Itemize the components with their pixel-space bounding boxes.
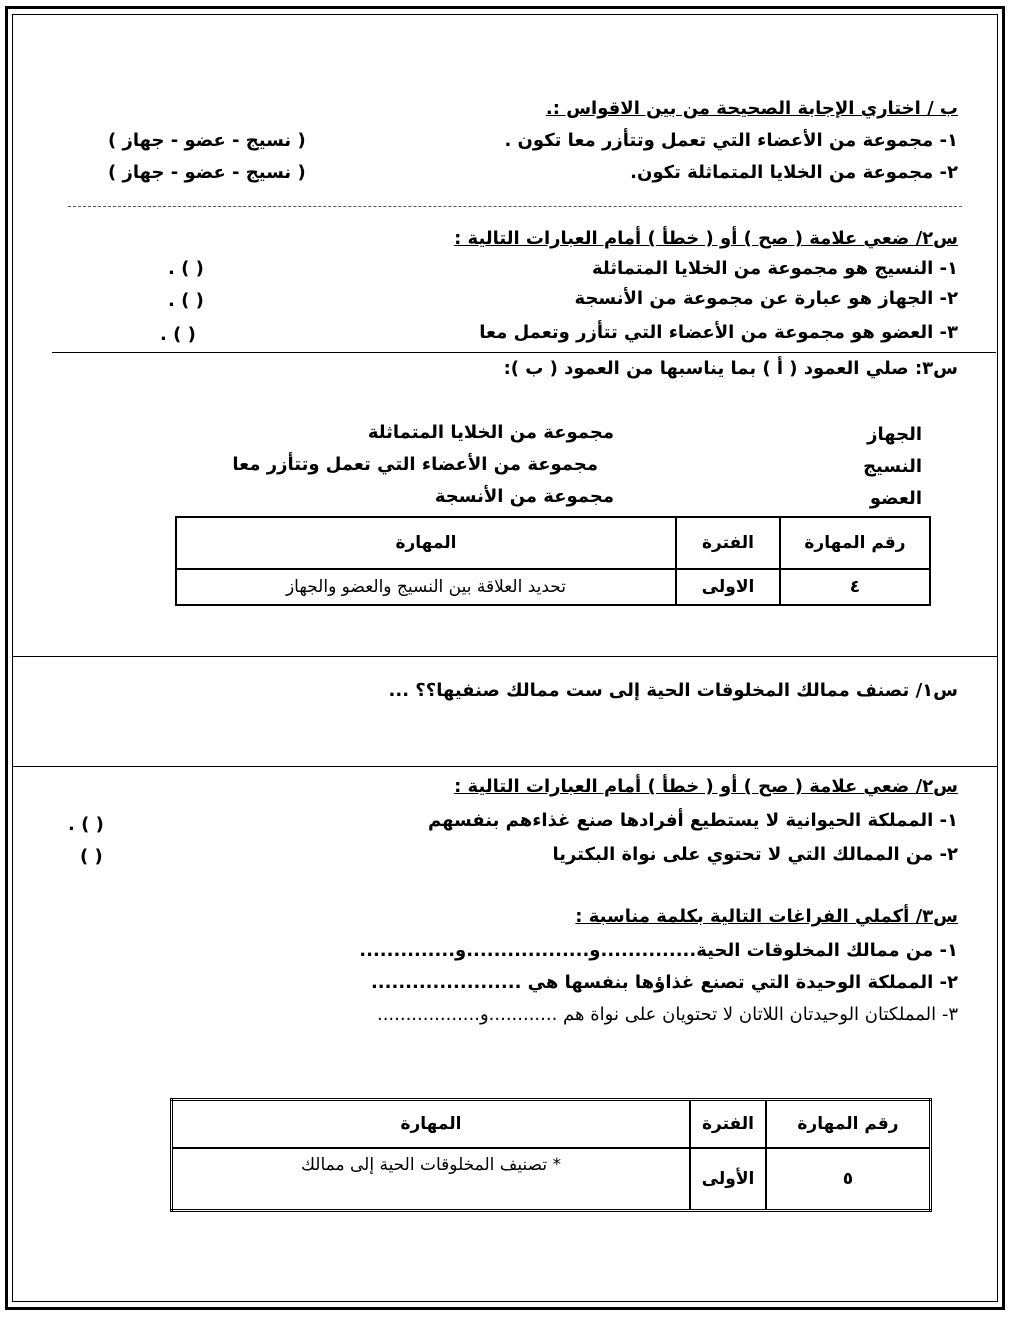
q2-a-item-3-mark: ( ) . — [160, 324, 196, 345]
q2-a-item-1-mark: ( ) . — [168, 258, 204, 279]
part-b-item-1-choices: ( نسيج - عضو - جهاز ) — [108, 130, 306, 151]
q3-b-heading: س٣/ أكملي الفراغات التالية بكلمة مناسبة : — [575, 906, 958, 927]
q3-a-col-a-2: النسيج — [863, 456, 922, 477]
part-b-item-1: ١- مجموعة من الأعضاء التي تعمل وتتأزر معا تكون . — [504, 130, 958, 151]
q3-b-item-2: ٢- المملكة الوحيدة التي تصنع غذاؤها بنفسها هي ...................... — [370, 972, 958, 993]
dashed-separator — [68, 206, 962, 207]
q3-a-col-b-1: مجموعة من الخلايا المتماثلة — [367, 422, 614, 443]
q3-a-col-b-2: مجموعة من الأعضاء التي تعمل وتتأزر معا — [232, 454, 598, 475]
q3-a-col-a-1: الجهاز — [867, 424, 922, 445]
separator-line-1 — [52, 352, 996, 353]
part-b-heading: ب / اختاري الإجابة الصحيحة من بين الاقواس :. — [545, 98, 958, 119]
q3-a-col-a-3: العضو — [869, 488, 922, 509]
skill-table-1-row — [176, 569, 930, 605]
q2-b-item-1: ١- المملكة الحيوانية لا يستطيع أفرادها صنع غذاءهم بنفسهم — [427, 810, 958, 831]
skill-number-header: رقم المهارة — [780, 517, 930, 569]
period-cell-2: الأولى — [690, 1148, 766, 1211]
period-cell: الاولى — [676, 569, 780, 605]
q3-a-heading: س٣: صلي العمود ( أ ) بما يناسبها من العمود ( ب ): — [503, 358, 958, 379]
part-b-item-2-choices: ( نسيج - عضو - جهاز ) — [108, 162, 306, 183]
q2-b-item-1-mark: ( ) . — [68, 814, 104, 835]
skill-table-2 — [170, 1098, 932, 1212]
skill-number-cell-2: ٥ — [766, 1148, 931, 1211]
skill-header-2: المهارة — [172, 1100, 691, 1148]
q2-a-heading: س٢/ ضعي علامة ( صح ) أو ( خطأ ) أمام العبارات التالية : — [454, 228, 958, 249]
part-b-item-2: ٢- مجموعة من الخلايا المتماثلة تكون. — [630, 162, 958, 183]
q3-b-item-3: ٣- المملكتان الوحيدتان اللاتان لا تحتويان على نواة هم ............و.................. — [376, 1004, 958, 1025]
q1-b-text: س١/ تصنف ممالك المخلوقات الحية إلى ست ممالك صنفيها؟؟ ... — [388, 680, 958, 701]
q2-a-item-3: ٣- العضو هو مجموعة من الأعضاء التي تتأزر وتعمل معا — [479, 322, 958, 343]
skill-table-2-row — [172, 1148, 931, 1211]
q2-a-item-1: ١- النسيج هو مجموعة من الخلايا المتماثلة — [591, 258, 958, 279]
skill-number-cell: ٤ — [780, 569, 930, 605]
q2-b-item-2: ٢- من الممالك التي لا تحتوي على نواة البكتريا — [552, 844, 958, 865]
separator-line-3 — [12, 766, 998, 767]
skill-table-2-header-row — [172, 1100, 931, 1148]
separator-line-2 — [12, 656, 998, 657]
q2-a-item-2-mark: ( ) . — [168, 290, 204, 311]
skill-table-1 — [175, 516, 931, 606]
skill-number-header-2: رقم المهارة — [766, 1100, 931, 1148]
skill-header: المهارة — [176, 517, 676, 569]
q3-a-col-b-3: مجموعة من الأنسجة — [434, 486, 614, 507]
q2-b-item-2-mark: ( ) — [80, 846, 103, 867]
q3-b-item-1: ١- من ممالك المخلوقات الحية..............و..................و.............. — [359, 940, 958, 961]
q2-a-item-2: ٢- الجهاز هو عبارة عن مجموعة من الأنسجة — [574, 288, 958, 309]
q2-b-heading: س٢/ ضعي علامة ( صح ) أو ( خطأ ) أمام العبارات التالية : — [454, 776, 958, 797]
skill-cell-2: * تصنيف المخلوقات الحية إلى ممالك — [172, 1148, 691, 1211]
skill-table-1-header-row — [176, 517, 930, 569]
period-header: الفترة — [676, 517, 780, 569]
skill-cell: تحديد العلاقة بين النسيج والعضو والجهاز — [176, 569, 676, 605]
period-header-2: الفترة — [690, 1100, 766, 1148]
